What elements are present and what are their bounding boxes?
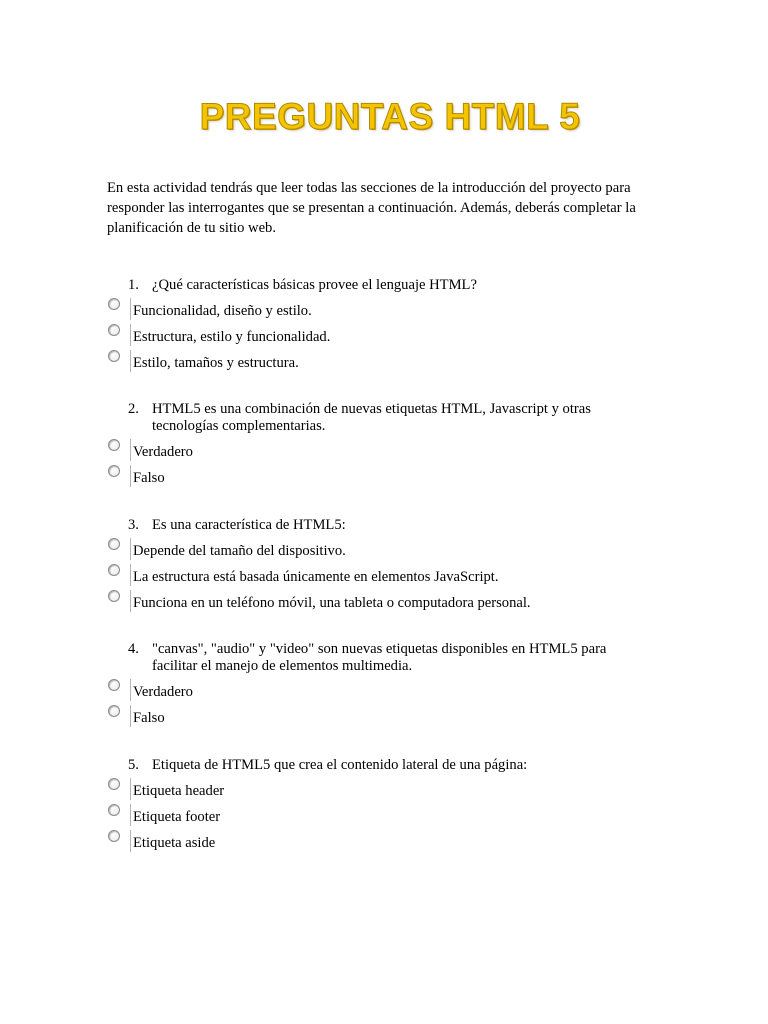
option-label: Etiqueta header [130, 778, 224, 800]
option-label: Verdadero [130, 439, 193, 461]
option-q2-a[interactable] [108, 438, 193, 462]
radio-button-icon[interactable] [108, 590, 120, 602]
option-label: Etiqueta footer [130, 804, 220, 826]
question-text: HTML5 es una combinación de nuevas etiquetas HTML, Javascript y otras tecnologías complementarias. [152, 401, 591, 434]
radio-button-icon[interactable] [108, 538, 120, 550]
option-q1-b[interactable] [108, 323, 330, 347]
option-q5-b[interactable] [108, 803, 220, 827]
radio-button-icon[interactable] [108, 804, 120, 816]
option-label: Falso [130, 465, 165, 487]
option-q1-c[interactable] [108, 349, 299, 373]
option-q3-a[interactable] [108, 537, 346, 561]
question-text: Es una característica de HTML5: [152, 517, 346, 533]
question-number: 2. [128, 401, 139, 417]
option-label: Verdadero [130, 679, 193, 701]
question-number: 5. [128, 757, 139, 773]
question-number: 3. [128, 517, 139, 533]
radio-button-icon[interactable] [108, 564, 120, 576]
option-label: Funciona en un teléfono móvil, una tableta o computadora personal. [130, 590, 531, 612]
option-q4-a[interactable] [108, 678, 193, 702]
option-label: Etiqueta aside [130, 830, 215, 852]
radio-button-icon[interactable] [108, 679, 120, 691]
radio-button-icon[interactable] [108, 350, 120, 362]
radio-button-icon[interactable] [108, 439, 120, 451]
question-number: 1. [128, 277, 139, 293]
option-label: Falso [130, 705, 165, 727]
option-q3-c[interactable] [108, 589, 531, 613]
question-1 [128, 277, 648, 294]
question-text: ¿Qué características básicas provee el lenguaje HTML? [152, 277, 477, 293]
option-label: Depende del tamaño del dispositivo. [130, 538, 346, 560]
question-text: "canvas", "audio" y "video" son nuevas etiquetas disponibles en HTML5 para facilitar el manejo de elementos multimedia. [152, 641, 607, 674]
radio-button-icon[interactable] [108, 324, 120, 336]
radio-button-icon[interactable] [108, 830, 120, 842]
question-3 [128, 517, 648, 534]
question-number: 4. [128, 641, 139, 657]
option-label: La estructura está basada únicamente en elementos JavaScript. [130, 564, 499, 586]
option-q5-a[interactable] [108, 777, 224, 801]
question-2 [128, 401, 648, 435]
intro-paragraph: En esta actividad tendrás que leer todas las secciones de la introducción del proyecto para responder las interrogantes que se presentan a continuación. Además, deberás completar la planificación de tu sitio web. [107, 180, 636, 236]
option-q4-b[interactable] [108, 704, 165, 728]
option-q3-b[interactable] [108, 563, 499, 587]
option-label: Estilo, tamaños y estructura. [130, 350, 299, 372]
radio-button-icon[interactable] [108, 778, 120, 790]
page-title: PREGUNTAS HTML 5 [199, 96, 581, 137]
radio-button-icon[interactable] [108, 298, 120, 310]
question-4 [128, 641, 648, 675]
option-q1-a[interactable] [108, 297, 312, 321]
option-label: Funcionalidad, diseño y estilo. [130, 298, 312, 320]
option-q5-c[interactable] [108, 829, 215, 853]
option-q2-b[interactable] [108, 464, 165, 488]
radio-button-icon[interactable] [108, 705, 120, 717]
question-5 [128, 757, 648, 774]
question-text: Etiqueta de HTML5 que crea el contenido lateral de una página: [152, 757, 528, 773]
option-label: Estructura, estilo y funcionalidad. [130, 324, 330, 346]
radio-button-icon[interactable] [108, 465, 120, 477]
